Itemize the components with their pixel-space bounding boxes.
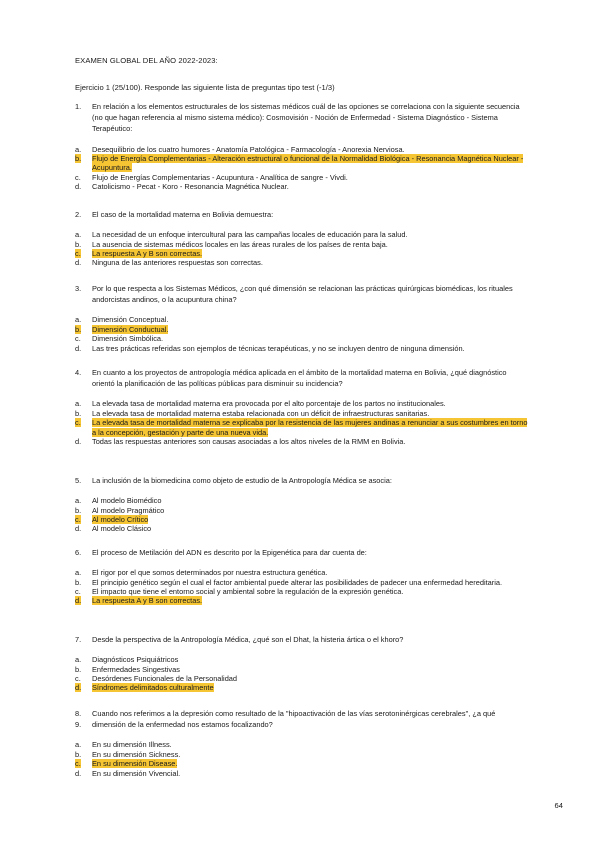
options-list (75, 230, 530, 268)
option-a (75, 568, 530, 577)
question-number-9: 9. (75, 720, 82, 730)
option-letter: d. (75, 524, 82, 534)
option-text: En su dimensión Sickness. (92, 749, 181, 759)
option-letter: c. (75, 418, 81, 428)
option-letter: d. (75, 437, 82, 447)
option-letter: b. (75, 239, 82, 249)
option-text-highlighted: Flujo de Energía Complementarias - Alteración estructural o funcional de la Normalidad Biológica - Resonancia Magnética Nuclear - Acupuntura. (92, 154, 524, 173)
exam-title: EXAMEN GLOBAL DEL AÑO 2022-2023: (75, 56, 218, 65)
option-a (75, 315, 530, 324)
option-letter: a. (75, 144, 82, 154)
option-letter: d. (75, 258, 82, 268)
option-text: El impacto que tiene el entorno social y ambiental sobre la regulación de la expresión genética. (92, 587, 404, 597)
option-text-highlighted: La respuesta A y B son correctas. (92, 596, 203, 606)
option-text-highlighted: Síndromes delimitados culturalmente (92, 683, 214, 693)
question-8-9 (75, 708, 530, 778)
option-text: Las tres prácticas referidas son ejemplos de técnicas terapéuticas, y no se incluyen dentro de ninguna dimensión. (92, 343, 465, 353)
options-list (75, 399, 530, 446)
option-d (75, 344, 530, 353)
question-number: 3. (75, 284, 82, 293)
question-2 (75, 209, 530, 268)
question-7 (75, 634, 530, 693)
option-d (75, 258, 530, 267)
option-d-highlighted (75, 596, 530, 605)
option-text: Al modelo Clásico (92, 524, 152, 534)
option-letter: c. (75, 249, 81, 259)
option-letter: c. (75, 334, 81, 344)
option-d-highlighted (75, 683, 530, 692)
option-c-highlighted (75, 515, 530, 524)
option-text: La elevada tasa de mortalidad materna estaba relacionada con un déficit de infraestructuras sanitarias. (92, 408, 430, 418)
option-letter: d. (75, 768, 82, 778)
option-letter: c. (75, 587, 81, 597)
option-b-highlighted (75, 154, 530, 173)
option-text: Desequilibrio de los cuatro humores - Anatomía Patológica - Farmacología - Anorexia Nerviosa. (92, 144, 405, 154)
question-text: El caso de la mortalidad materna en Bolivia demuestra: (92, 210, 274, 219)
option-text: Catolicismo - Pecat - Koro - Resonancia Magnética Nuclear. (92, 182, 289, 192)
option-text: Dimensión Simbólica. (92, 334, 164, 344)
option-letter: c. (75, 172, 81, 182)
option-text-highlighted: La elevada tasa de mortalidad materna se explicaba por la resistencia de las mujeres andinas a renunciar a sus costumbres en torno a la concepción, gestación y parte de una nueva vida. (92, 418, 528, 437)
option-text-highlighted: En su dimensión Disease. (92, 759, 178, 769)
option-b (75, 578, 530, 587)
option-text: El rigor por el que somos determinados por nuestra estructura genética. (92, 568, 328, 578)
question-text: En relación a los elementos estructurales de los sistemas médicos cuál de las opciones se correlaciona con la siguiente secuencia (no que hagan referencia al mismo sistema médico): Cosmovisión - Noción de Enfermedad - Sistema Diagnóstico - Sistema Terapéutico: (92, 102, 520, 134)
option-letter: b. (75, 749, 82, 759)
option-c (75, 674, 530, 683)
option-d (75, 769, 530, 778)
question-number-8: 8. (75, 709, 82, 718)
option-letter: c. (75, 515, 81, 525)
option-c (75, 334, 530, 343)
question-4 (75, 367, 530, 446)
option-letter: d. (75, 343, 82, 353)
option-text: Enfermedades Singestivas (92, 664, 180, 674)
question-number (75, 708, 92, 730)
option-a (75, 740, 530, 749)
option-letter: d. (75, 182, 82, 192)
exercise-instructions: Ejercicio 1 (25/100). Responde las siguiente lista de preguntas tipo test (-1/3) (75, 83, 335, 92)
question-1 (75, 101, 530, 192)
question-3 (75, 283, 530, 353)
option-letter: d. (75, 596, 82, 606)
question-text: En cuanto a los proyectos de antropología médica aplicada en el ámbito de la mortalidad materna en Bolivia, ¿qué diagnóstico orientó la planificación de las políticas públicas para disminuir su incidencia? (92, 368, 507, 389)
page-number: 64 (554, 801, 563, 810)
options-list (75, 496, 530, 534)
option-b (75, 240, 530, 249)
option-text: En su dimensión Vivencial. (92, 768, 181, 778)
option-letter: a. (75, 568, 82, 578)
option-letter: c. (75, 674, 81, 684)
option-letter: b. (75, 408, 82, 418)
question-text: Desde la perspectiva de la Antropología Médica, ¿qué son el Dhat, la histeria ártica o el khoro? (92, 635, 404, 644)
option-c-highlighted (75, 418, 530, 437)
question-text: Cuando nos referimos a la depresión como resultado de la "hipoactivación de las vías serotoninérgicas cerebrales", ¿a qué dimensión de la enfermedad nos estamos focalizando? (92, 709, 496, 730)
question-6 (75, 547, 530, 606)
option-letter: a. (75, 655, 82, 665)
question-number: 1. (75, 102, 82, 111)
option-a (75, 230, 530, 239)
option-text: Todas las respuestas anteriores son causas asociadas a los altos niveles de la RMM en Bolivia. (92, 437, 406, 447)
option-letter: b. (75, 577, 82, 587)
option-text: La elevada tasa de mortalidad materna era provocada por el alto porcentaje de los partos no institucionales. (92, 399, 446, 409)
option-d (75, 437, 530, 446)
option-a (75, 655, 530, 664)
option-d (75, 524, 530, 533)
option-a (75, 399, 530, 408)
options-list (75, 568, 530, 606)
option-letter: a. (75, 496, 82, 506)
option-a (75, 145, 530, 154)
option-b (75, 506, 530, 515)
question-number: 5. (75, 476, 82, 485)
option-text: Flujo de Energías Complementarias - Acupuntura - Analítica de sangre - Vivdi. (92, 172, 348, 182)
option-c-highlighted (75, 759, 530, 768)
option-text: Diagnósticos Psiquiátricos (92, 655, 179, 665)
option-letter: b. (75, 154, 82, 164)
question-number: 6. (75, 548, 82, 557)
options-list (75, 315, 530, 353)
option-letter: a. (75, 399, 82, 409)
option-b (75, 665, 530, 674)
option-text: Desórdenes Funcionales de la Personalidad (92, 674, 238, 684)
option-text: Al modelo Pragmático (92, 505, 165, 515)
option-text-highlighted: La respuesta A y B son correctas. (92, 249, 203, 259)
question-5 (75, 475, 530, 534)
option-letter: a. (75, 315, 82, 325)
option-d (75, 182, 530, 191)
options-list (75, 740, 530, 778)
option-letter: b. (75, 664, 82, 674)
question-text: Por lo que respecta a los Sistemas Médicos, ¿con qué dimensión se relacionan las prácticas quirúrgicas biomédicas, los rituales andorcistas andinos, o la acupuntura china? (92, 284, 513, 305)
option-text: Dimensión Conceptual. (92, 315, 169, 325)
option-text-highlighted: Dimensión Conductual. (92, 324, 169, 334)
question-number: 4. (75, 368, 82, 377)
option-text-highlighted: Al modelo Crítico (92, 515, 149, 525)
option-text: Al modelo Biomédico (92, 496, 162, 506)
option-letter: b. (75, 505, 82, 515)
option-b (75, 409, 530, 418)
option-c-highlighted (75, 249, 530, 258)
question-text: La inclusión de la biomedicina como objeto de estudio de la Antropología Médica se asocia: (92, 476, 392, 485)
option-a (75, 496, 530, 505)
option-c (75, 587, 530, 596)
option-letter: c. (75, 759, 81, 769)
option-text: En su dimensión Illness. (92, 740, 172, 750)
option-letter: a. (75, 230, 82, 240)
option-c (75, 173, 530, 182)
option-text: El principio genético según el cual el factor ambiental puede alterar las posibilidades de padecer una enfermedad hereditaria. (92, 577, 503, 587)
option-b-highlighted (75, 325, 530, 334)
question-number: 7. (75, 635, 82, 644)
option-letter: d. (75, 683, 82, 693)
option-text: La ausencia de sistemas médicos locales en las áreas rurales de los países de renta baja. (92, 239, 388, 249)
question-number: 2. (75, 210, 82, 219)
options-list (75, 655, 530, 693)
option-b (75, 750, 530, 759)
options-list (75, 145, 530, 192)
option-letter: a. (75, 740, 82, 750)
option-letter: b. (75, 324, 82, 334)
option-text: La necesidad de un enfoque intercultural para las campañas locales de educación para la salud. (92, 230, 408, 240)
question-text: El proceso de Metilación del ADN es descrito por la Epigenética para dar cuenta de: (92, 548, 367, 557)
option-text: Ninguna de las anteriores respuestas son correctas. (92, 258, 263, 268)
